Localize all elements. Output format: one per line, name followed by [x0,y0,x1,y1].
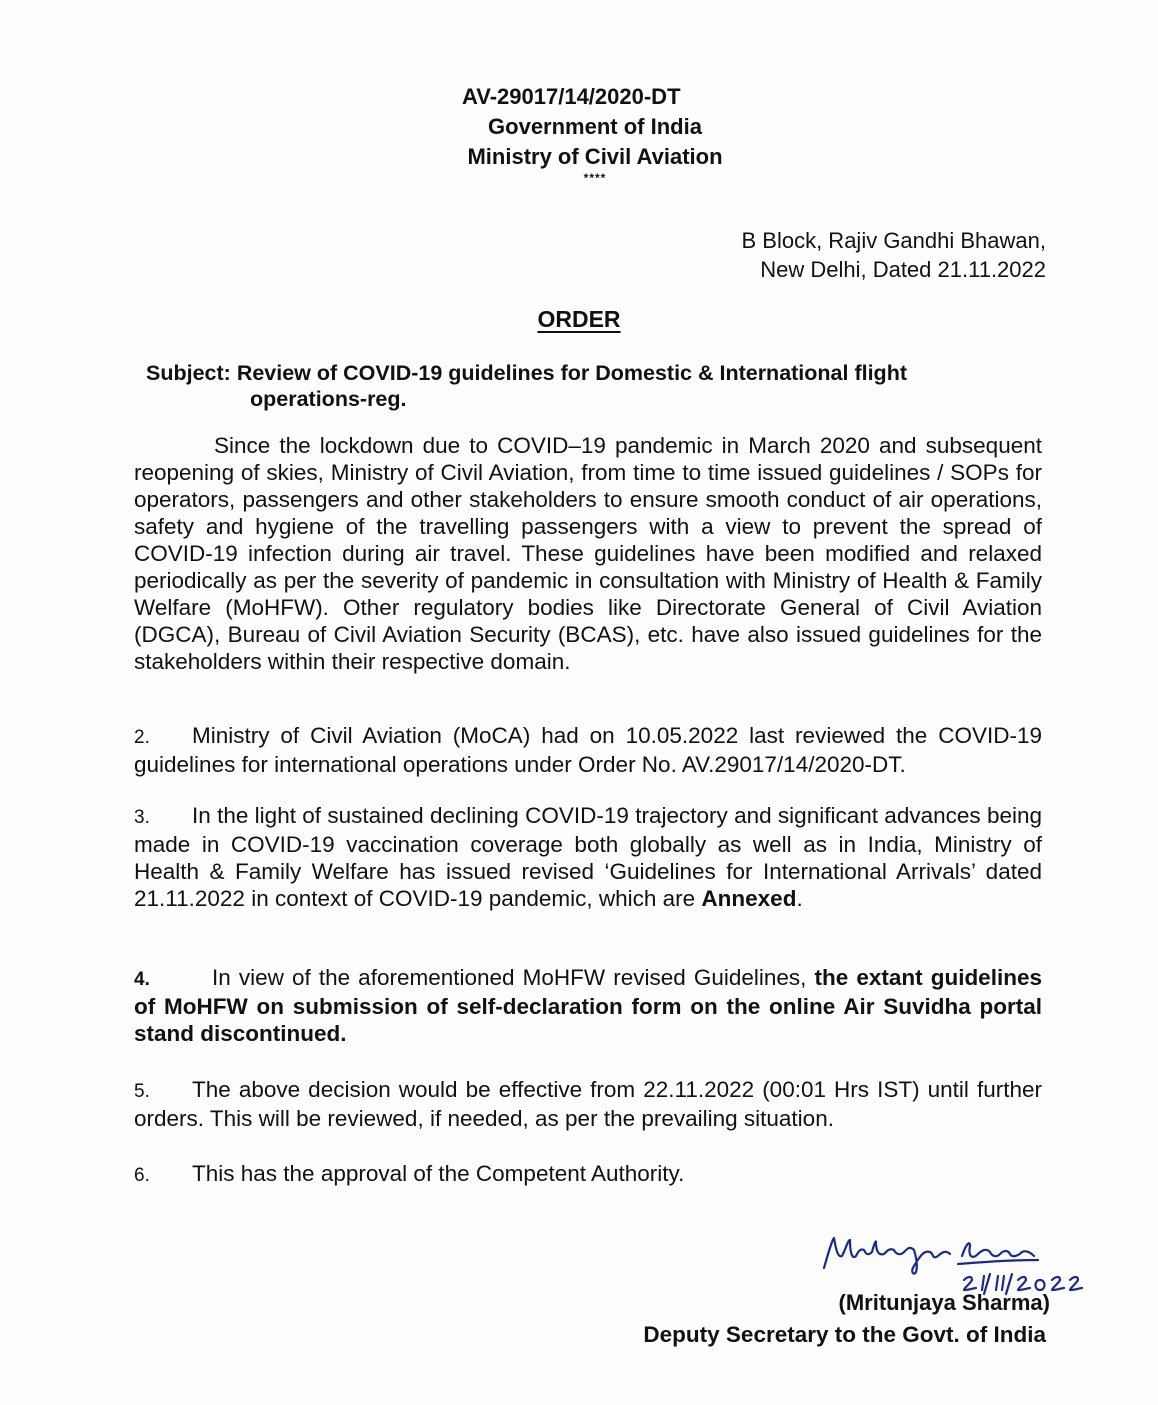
address-line-1: B Block, Rajiv Gandhi Bhawan, [741,228,1046,253]
address-line-2-date: New Delhi, Dated 21.11.2022 [760,257,1046,282]
subject-label: Subject: [146,361,231,385]
paragraph-3-end: . [796,886,803,911]
paragraph-4-emphasis: the extant guidelines of MoHFW on submission of self-declaration form on the online Air Suvidha portal stand discontinued. [134,965,1042,1046]
ministry-name: Ministry of Civil Aviation [467,144,723,169]
paragraph-1: Since the lockdown due to COVID–19 pandemic in March 2020 and subsequent reopening of skies, Ministry of Civil Aviation, from time to time issued guidelines / SOPs for operators, passengers and other stakeholders to ensure smooth conduct of air operations, safety and hygiene of the travelling passengers with a view to prevent the spread of COVID-19 infection during air travel. These guidelines have been modified and relaxed periodically as per the severity of pandemic in consultation with Ministry of Health & Family Welfare (MoHFW). Other regulatory bodies like Directorate General of Civil Aviation (DGCA), Bureau of Civil Aviation Security (BCAS), etc. have also issued guidelines for the stakeholders within their respective domain. [134,433,1042,674]
paragraph-3 [134,802,1042,912]
paragraph-2 [134,722,1042,778]
signatory-designation: Deputy Secretary to the Govt. of India [643,1322,1046,1347]
order-title [0,306,1158,333]
letterhead [430,82,760,184]
signatory-name: (Mritunjaya Sharma) [838,1290,1050,1315]
paragraph-number: 2. [134,727,150,748]
order-title-text: ORDER [537,306,621,332]
paragraph-4 [134,964,1042,1047]
paragraph-6 [134,1160,1042,1189]
separator-stars: **** [583,171,607,185]
paragraph-5-text: The above decision would be effective from 22.11.2022 (00:01 Hrs IST) until further orders. This will be reviewed, if needed, as per the prevailing situation. [134,1077,1042,1131]
government-name: Government of India [488,114,702,139]
annexed-emphasis: Annexed [701,886,797,911]
paragraph-number: 3. [134,807,150,828]
paragraph-4-text: In view of the aforementioned MoHFW revised Guidelines, [212,965,807,990]
reference-number: AV-29017/14/2020-DT [462,84,681,109]
subject-text-continued: operations-reg. [250,387,407,411]
paragraph-3-text: In the light of sustained declining COVID-19 trajectory and significant advances being made in COVID-19 vaccination coverage both globally as well as in India, Ministry of Health & Family Welfare has issued revised ‘Guidelines for International Arrivals’ dated 21.11.2022 in context of COVID-19 pandemic, which are [134,803,1042,911]
subject-text: Review of COVID-19 guidelines for Domestic & International flight [236,361,907,385]
paragraph-number: 6. [134,1165,150,1186]
paragraph-number: 4. [134,969,150,990]
paragraph-6-text: This has the approval of the Competent Authority. [192,1161,685,1186]
paragraph-5 [134,1076,1042,1132]
paragraph-2-text: Ministry of Civil Aviation (MoCA) had on 10.05.2022 last reviewed the COVID-19 guidelines for international operations under Order No. AV.29017/14/2020-DT. [134,723,1042,777]
paragraph-number: 5. [134,1081,150,1102]
subject-block [146,360,1044,412]
address-block [742,226,1047,284]
